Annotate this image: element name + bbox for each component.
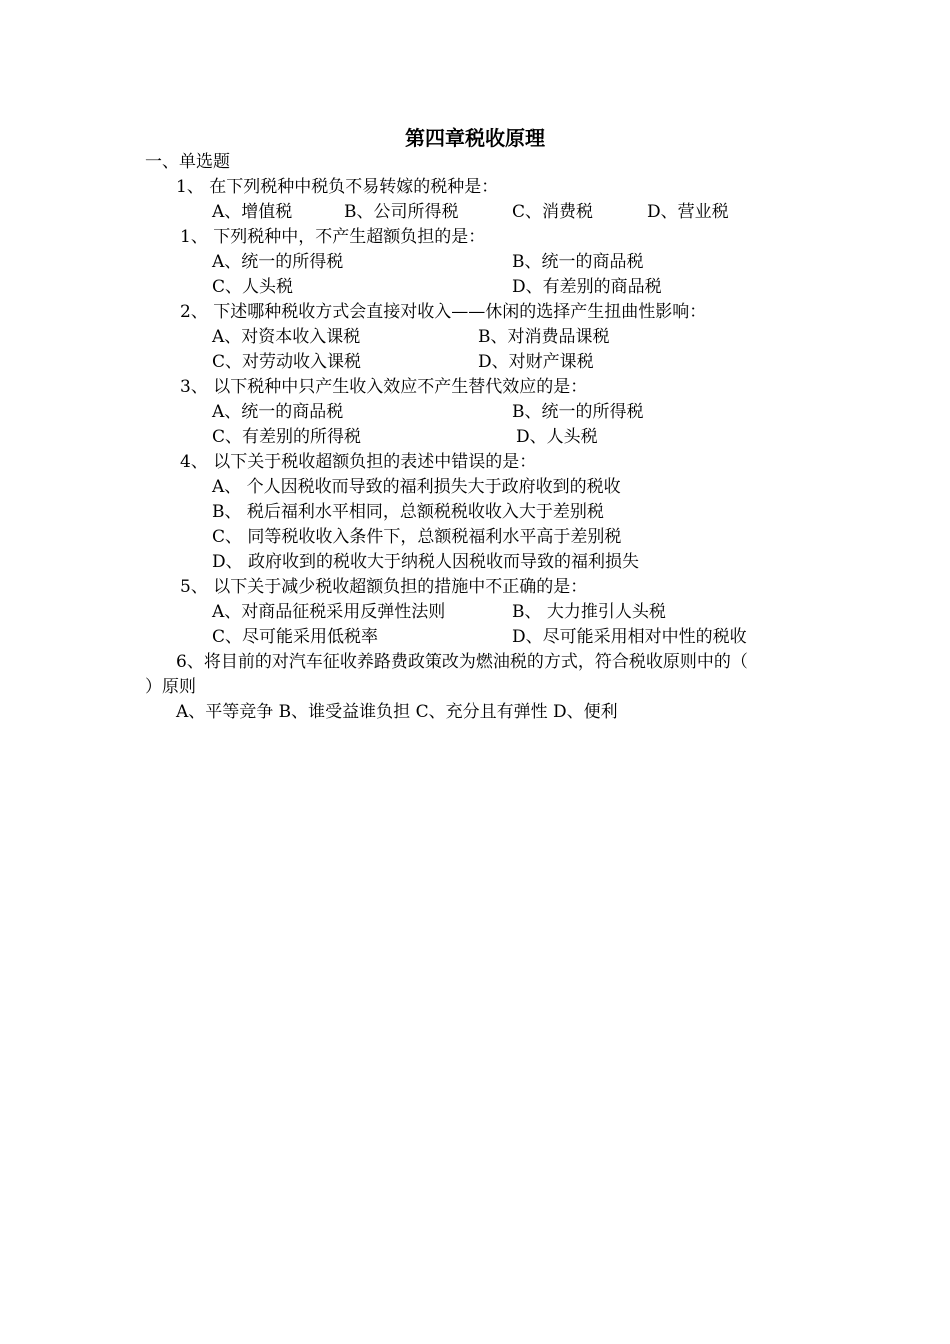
option: C、尽可能采用低税率: [212, 627, 379, 647]
option: D、 政府收到的税收大于纳税人因税收而导致的福利损失: [212, 552, 640, 572]
option: D、尽可能采用相对中性的税收: [512, 627, 747, 647]
section-heading: 一、单选题: [145, 152, 230, 172]
option: A、增值税: [212, 202, 293, 222]
option: A、对商品征税采用反弹性法则: [212, 602, 446, 622]
option: B、公司所得税: [344, 202, 459, 222]
option: D、有差别的商品税: [512, 277, 662, 297]
option: B、统一的所得税: [512, 402, 644, 422]
option: B、 大力推引人头税: [512, 602, 666, 622]
option-row: [212, 350, 812, 374]
option-row: [212, 425, 812, 449]
question-stem: 6、将目前的对汽车征收养路费政策改为燃油税的方式，符合税收原则中的（: [176, 652, 748, 672]
option: D、人头税: [516, 427, 598, 447]
option-row: A、平等竞争 B、谁受益谁负担 C、充分且有弹性 D、便利: [176, 702, 618, 722]
option: A、统一的商品税: [212, 402, 344, 422]
option: C、有差别的所得税: [212, 427, 362, 447]
option: D、对财产课税: [478, 352, 594, 372]
option-row: [212, 400, 812, 424]
option-row: [212, 325, 812, 349]
question-stem: 3、 以下税种中只产生收入效应不产生替代效应的是：: [180, 377, 588, 397]
option: C、人头税: [212, 277, 294, 297]
question-stem: 2、 下述哪种税收方式会直接对收入——休闲的选择产生扭曲性影响：: [180, 302, 707, 322]
option: B、 税后福利水平相同，总额税税收收入大于差别税: [212, 502, 604, 522]
option-row: [212, 275, 812, 299]
option: D、营业税: [647, 202, 729, 222]
option-row: [212, 250, 812, 274]
option: B、统一的商品税: [512, 252, 644, 272]
option: A、统一的所得税: [212, 252, 344, 272]
option: C、对劳动收入课税: [212, 352, 362, 372]
option-row: [212, 625, 812, 649]
question-stem: 1、 在下列税种中税负不易转嫁的税种是：: [176, 177, 499, 197]
question-stem-continued: ）原则: [145, 677, 196, 697]
option-row: [212, 600, 812, 624]
option: B、对消费品课税: [478, 327, 610, 347]
page-title: 第四章税收原理: [405, 126, 545, 150]
option: A、 个人因税收而导致的福利损失大于政府收到的税收: [212, 477, 621, 497]
option: A、对资本收入课税: [212, 327, 361, 347]
question-stem: 4、 以下关于税收超额负担的表述中错误的是：: [180, 452, 537, 472]
question-stem: 5、 以下关于减少税收超额负担的措施中不正确的是：: [180, 577, 588, 597]
option: C、消费税: [512, 202, 594, 222]
question-stem: 1、 下列税种中，不产生超额负担的是：: [180, 227, 486, 247]
option: C、 同等税收收入条件下，总额税福利水平高于差别税: [212, 527, 622, 547]
option-row: [212, 200, 812, 224]
